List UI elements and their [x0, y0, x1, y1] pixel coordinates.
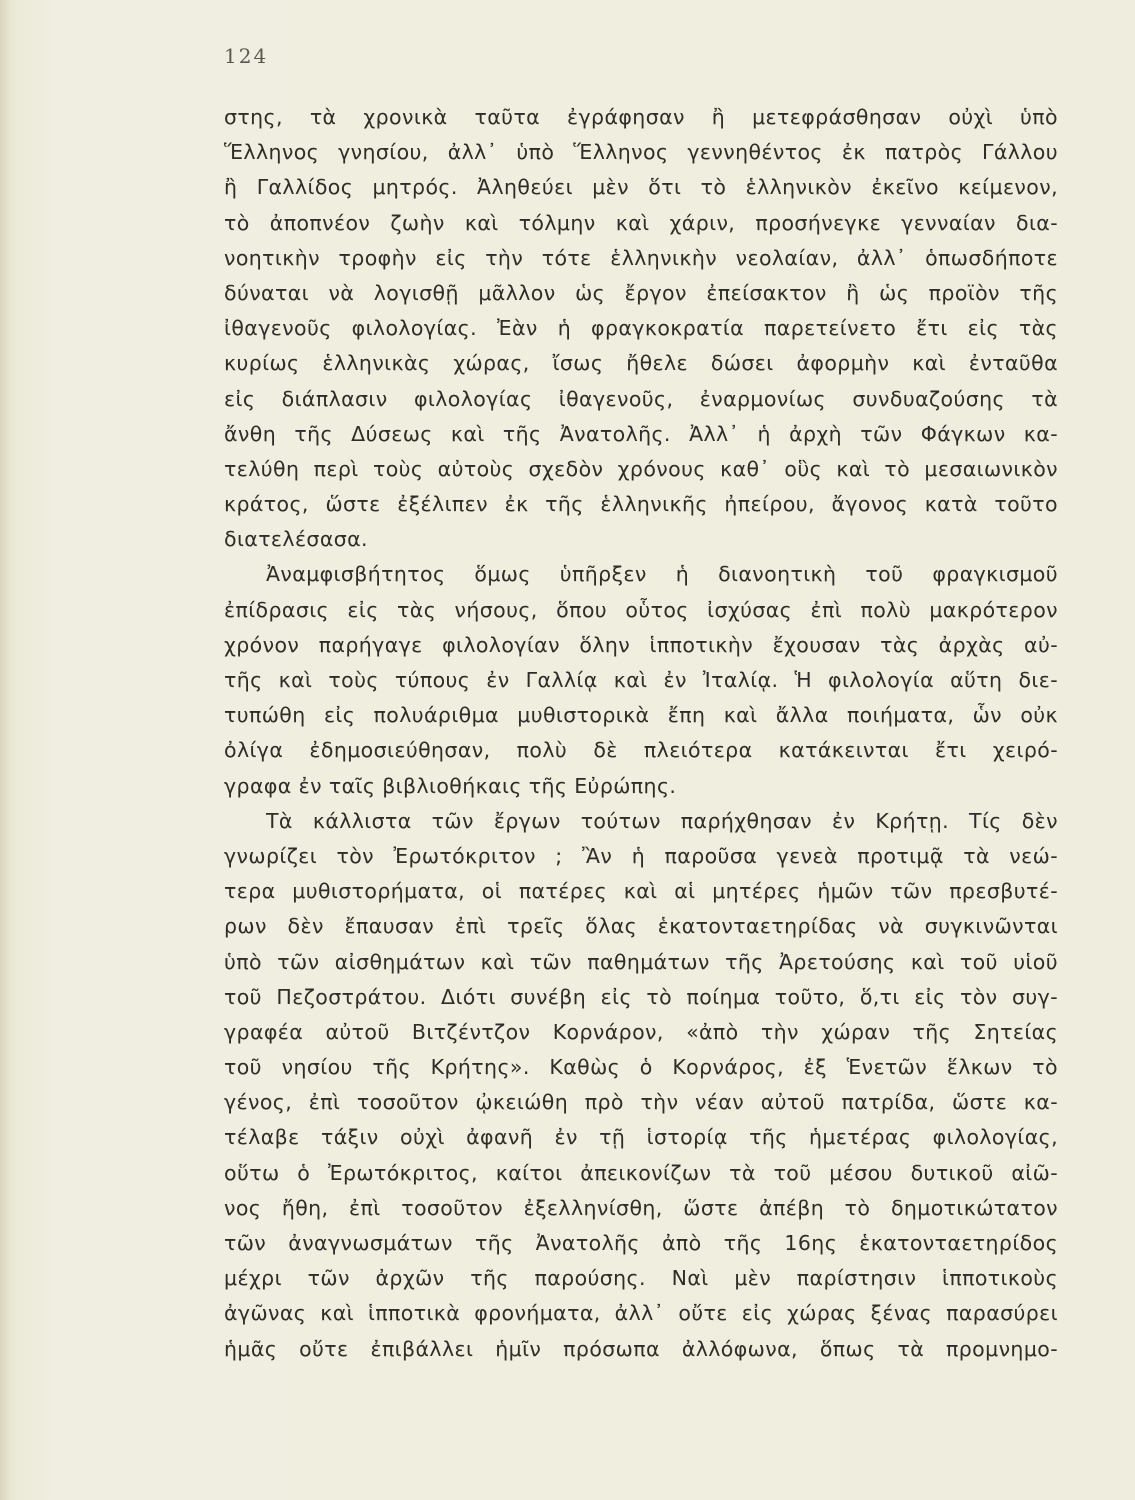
- text-line: γραφέα αὐτοῦ Βιτζέντζον Κορνάρον, «ἀπὸ τὴν χώραν τῆς Σητείας: [224, 1019, 1058, 1044]
- text-line: Τὰ κάλλιστα τῶν ἔργων τούτων παρήχθησαν ἐν Κρήτῃ. Τίς δὲν: [266, 808, 1058, 833]
- text-line: διατελέσασα.: [224, 527, 368, 552]
- text-line: γνωρίζει τὸν Ἐρωτόκριτον ; Ἂν ἡ παροῦσα γενεὰ προτιμᾷ τὰ νεώ-: [224, 843, 1058, 868]
- text-line: ρων δὲν ἔπαυσαν ἐπὶ τρεῖς ὅλας ἑκατονταετηρίδας νὰ συγκινῶνται: [224, 914, 1058, 939]
- text-line: νοητικὴν τροφὴν εἰς τὴν τότε ἑλληνικὴν νεολαίαν, ἀλλ᾽ ὁπωσδήποτε: [224, 245, 1058, 270]
- text-line: ὀλίγα ἐδημοσιεύθησαν, πολὺ δὲ πλειότερα κατάκεινται ἔτι χειρό-: [224, 738, 1058, 763]
- text-line: τέλαβε τάξιν οὐχὶ ἀφανῆ ἐν τῇ ἱστορίᾳ τῆς ἡμετέρας φιλολογίας,: [224, 1125, 1058, 1150]
- text-line: κράτος, ὥστε ἐξέλιπεν ἐκ τῆς ἑλληνικῆς ἠπείρου, ἄγονος κατὰ τοῦτο: [224, 492, 1058, 517]
- text-line: τῶν ἀναγνωσμάτων τῆς Ἀνατολῆς ἀπὸ τῆς 16ης ἑκατονταετηρίδος: [224, 1231, 1058, 1255]
- body-text: [224, 100, 1058, 1367]
- text-line: τοῦ Πεζοστράτου. Διότι συνέβη εἰς τὸ ποίημα τοῦτο, ὅ,τι εἰς τὸν συγ-: [224, 984, 1058, 1009]
- text-line: ἀγῶνας καὶ ἱπποτικὰ φρονήματα, ἀλλ᾽ οὔτε εἰς χώρας ξένας παρασύρει: [224, 1301, 1058, 1326]
- text-line: Ἕλληνος γνησίου, ἀλλ᾽ ὑπὸ Ἕλληνος γεννηθέντος ἐκ πατρὸς Γάλλου: [224, 140, 1058, 165]
- text-line: Ἀναμφισβήτητος ὅμως ὑπῆρξεν ἡ διανοητικὴ τοῦ φραγκισμοῦ: [266, 562, 1058, 587]
- page-edge-shadow: [0, 0, 10, 1500]
- page-number: 124: [224, 44, 269, 68]
- text-line: γραφα ἐν ταῖς βιβλιοθήκαις τῆς Εὐρώπης.: [224, 773, 677, 798]
- text-line: ἐπίδρασις εἰς τὰς νήσους, ὅπου οὗτος ἰσχύσας ἐπὶ πολὺ μακρότερον: [224, 597, 1058, 622]
- text-line: ἡμᾶς οὔτε ἐπιβάλλει ἡμῖν πρόσωπα ἀλλόφωνα, ὅπως τὰ προμνημο-: [224, 1336, 1058, 1361]
- text-line: οὕτω ὁ Ἐρωτόκριτος, καίτοι ἀπεικονίζων τὰ τοῦ μέσου δυτικοῦ αἰῶ-: [224, 1160, 1058, 1185]
- text-line: γένος, ἐπὶ τοσοῦτον ᾠκειώθη πρὸ τὴν νέαν αὐτοῦ πατρίδα, ὥστε κα-: [224, 1090, 1058, 1115]
- text-line: τὸ ἀποπνέον ζωὴν καὶ τόλμην καὶ χάριν, προσήνεγκε γενναίαν δια-: [224, 210, 1058, 235]
- text-line: εἰς διάπλασιν φιλολογίας ἰθαγενοῦς, ἐναρμονίως συνδυαζούσης τὰ: [224, 386, 1058, 411]
- text-line: τερα μυθιστορήματα, οἱ πατέρες καὶ αἱ μητέρες ἡμῶν τῶν πρεσβυτέ-: [224, 879, 1058, 904]
- text-line: τῆς καὶ τοὺς τύπους ἐν Γαλλίᾳ καὶ ἐν Ἰταλίᾳ. Ἡ φιλολογία αὕτη διε-: [224, 668, 1058, 692]
- text-line: τελύθη περὶ τοὺς αὐτοὺς σχεδὸν χρόνους καθ᾽ οὓς καὶ τὸ μεσαιωνικὸν: [224, 456, 1058, 481]
- text-line: νος ἤθη, ἐπὶ τοσοῦτον ἐξελληνίσθη, ὥστε ἀπέβη τὸ δημοτικώτατον: [224, 1195, 1058, 1220]
- text-line: δύναται νὰ λογισθῇ μᾶλλον ὡς ἔργον ἐπείσακτον ἢ ὡς προϊὸν τῆς: [224, 280, 1058, 305]
- text-line: τυπώθη εἰς πολυάριθμα μυθιστορικὰ ἔπη καὶ ἄλλα ποιήματα, ὧν οὐκ: [224, 703, 1058, 728]
- text-line: χρόνον παρήγαγε φιλολογίαν ὅλην ἱπποτικὴν ἔχουσαν τὰς ἀρχὰς αὐ-: [224, 632, 1058, 657]
- text-line: ἢ Γαλλίδος μητρός. Ἀληθεύει μὲν ὅτι τὸ ἑλληνικὸν ἐκεῖνο κείμενον,: [224, 175, 1058, 200]
- text-line: κυρίως ἑλληνικὰς χώρας, ἴσως ἤθελε δώσει ἀφορμὴν καὶ ἐνταῦθα: [224, 351, 1058, 376]
- text-line: μέχρι τῶν ἀρχῶν τῆς παρούσης. Ναὶ μὲν παρίστησιν ἱπποτικοὺς: [224, 1266, 1058, 1291]
- text-line: τοῦ νησίου τῆς Κρήτης». Καθὼς ὁ Κορνάρος, ἐξ Ἑνετῶν ἕλκων τὸ: [224, 1055, 1058, 1080]
- text-line: ἰθαγενοῦς φιλολογίας. Ἐὰν ἡ φραγκοκρατία παρετείνετο ἔτι εἰς τὰς: [224, 316, 1058, 341]
- text-line: ὑπὸ τῶν αἰσθημάτων καὶ τῶν παθημάτων τῆς Ἀρετούσης καὶ τοῦ υἱοῦ: [224, 949, 1058, 974]
- text-line: στης, τὰ χρονικὰ ταῦτα ἐγράφησαν ἢ μετεφράσθησαν οὐχὶ ὑπὸ: [224, 105, 1058, 129]
- text-line: ἄνθη τῆς Δύσεως καὶ τῆς Ἀνατολῆς. Ἀλλ᾽ ἡ ἀρχὴ τῶν Φάγκων κα-: [224, 421, 1058, 446]
